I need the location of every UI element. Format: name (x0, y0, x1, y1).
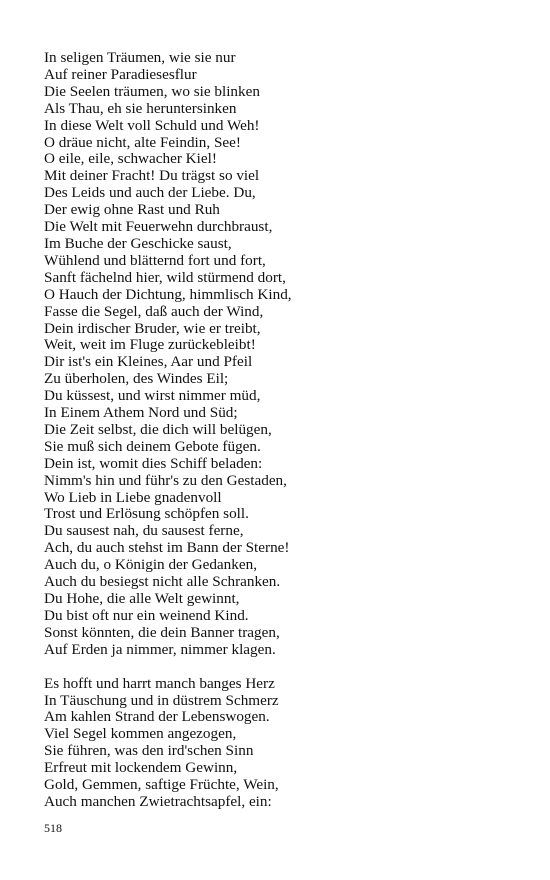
poem-line: Zu überholen, des Windes Eil; (44, 370, 229, 388)
poem-line: Trost und Erlösung schöpfen soll. (44, 505, 249, 523)
poem-line: O Hauch der Dichtung, himmlisch Kind, (44, 285, 292, 303)
poem-line: Es hofft und harrt manch banges Herz (44, 674, 275, 692)
poem-line: Weit, weit im Fluge zurückebleibt! (44, 336, 256, 354)
poem-line: Mit deiner Fracht! Du trägst so viel (44, 167, 260, 185)
poem-line: Ach, du auch stehst im Bann der Sterne! (44, 539, 290, 557)
poem-line: Am kahlen Strand der Lebenswogen. (44, 708, 270, 726)
poem-line: Auch manchen Zwietrachtsapfel, ein: (44, 792, 272, 810)
poem-line: Die Welt mit Feuerwehn durchbraust, (44, 218, 273, 236)
poem-line: Sie führen, was den ird'schen Sinn (44, 742, 254, 760)
poem-line: Sanft fächelnd hier, wild stürmend dort, (44, 268, 286, 286)
poem-line: In Täuschung und in düstrem Schmerz (44, 691, 279, 709)
poem-line: Des Leids und auch der Liebe. Du, (44, 184, 256, 202)
poem-line: In seligen Träumen, wie sie nur (44, 49, 236, 66)
poem-line: Du bist oft nur ein weinend Kind. (44, 606, 249, 624)
poem-line: Wühlend und blätternd fort und fort, (44, 251, 266, 269)
poem-line: Du sausest nah, du sausest ferne, (44, 522, 244, 540)
poem-line: In diese Welt voll Schuld und Weh! (44, 116, 260, 134)
poem-line: Die Seelen träumen, wo sie blinken (44, 82, 260, 100)
poem-body (44, 50, 524, 811)
stanza-1 (44, 50, 524, 659)
poem-line: Du Hohe, die alle Welt gewinnt, (44, 590, 240, 607)
poem-line: Auf reiner Paradiesesflur (44, 65, 197, 83)
poem-line: Auf Erden ja nimmer, nimmer klagen. (44, 640, 276, 658)
poem-line: Fasse die Segel, daß auch der Wind, (44, 302, 264, 320)
poem-line: Dir ist's ein Kleines, Aar und Pfeil (44, 353, 253, 371)
poem-line: Sonst könnten, die dein Banner tragen, (44, 623, 280, 641)
poem-line: O dräue nicht, alte Feindin, See! (44, 133, 241, 151)
poem-line: Dein irdischer Bruder, wie er treibt, (44, 319, 261, 337)
poem-line: Die Zeit selbst, die dich will belügen, (44, 420, 272, 438)
stanza-2 (44, 676, 524, 811)
poem-line: Auch du, o Königin der Gedanken, (44, 556, 257, 574)
poem-line: Wo Lieb in Liebe gnadenvoll (44, 488, 222, 506)
poem-line: O eile, eile, schwacher Kiel! (44, 150, 217, 168)
poem-line: Im Buche der Geschicke saust, (44, 234, 232, 252)
poem-line: Als Thau, eh sie heruntersinken (44, 99, 237, 117)
poem-line: Sie muß sich deinem Gebote fügen. (44, 437, 261, 455)
poem-line: Der ewig ohne Rast und Ruh (44, 201, 220, 219)
poem-line: In Einem Athem Nord und Süd; (44, 404, 238, 422)
poem-line: Viel Segel kommen angezogen, (44, 725, 237, 743)
poem-line: Du küssest, und wirst nimmer müd, (44, 387, 261, 405)
page-number: 518 (44, 821, 62, 835)
poem-line: Dein ist, womit dies Schiff beladen: (44, 454, 263, 472)
poem-line: Gold, Gemmen, saftige Früchte, Wein, (44, 776, 279, 794)
poem-line: Erfreut mit lockendem Gewinn, (44, 759, 238, 777)
poem-line: Auch du besiegst nicht alle Schranken. (44, 573, 281, 591)
poem-line: Nimm's hin und führ's zu den Gestaden, (44, 471, 287, 489)
